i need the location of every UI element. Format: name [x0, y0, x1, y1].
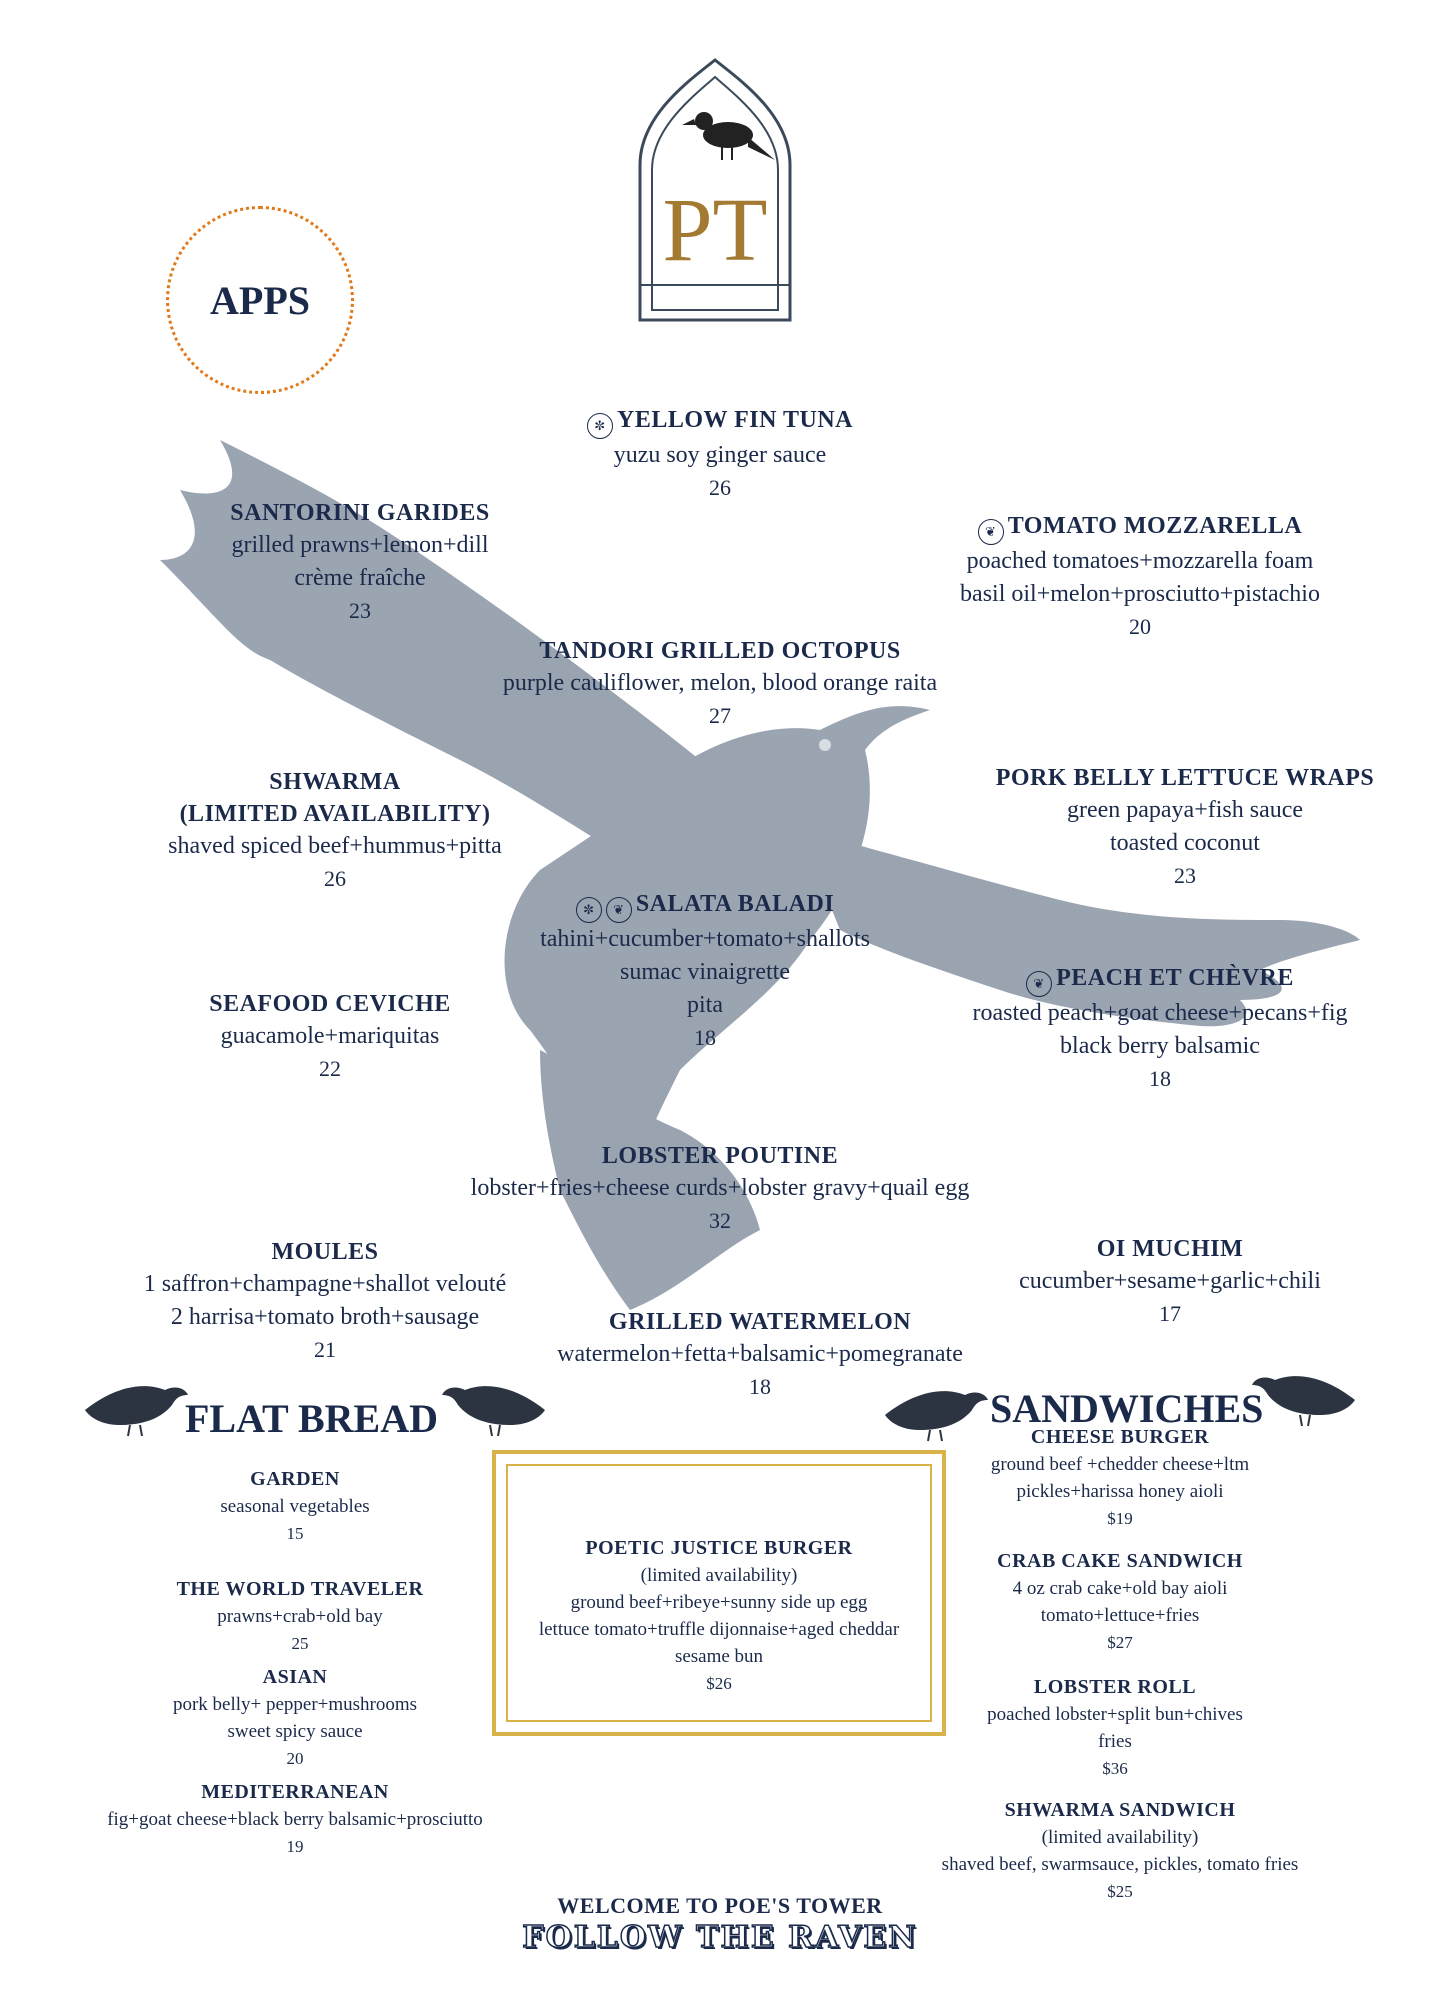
raven-icon	[1250, 1360, 1360, 1430]
menu-item-seafood-ceviche: SEAFOOD CEVICHE guacamole+mariquitas 22	[209, 991, 451, 1081]
menu-item-tomato-mozzarella: ❦ TOMATO MOZZARELLA poached tomatoes+mozzarella foam basil oil+melon+prosciutto+pistachio 20	[960, 513, 1320, 639]
menu-item-world-traveler: THE WORLD TRAVELER prawns+crab+old bay 25	[176, 1578, 424, 1653]
menu-item-cheese-burger: CHEESE BURGER ground beef +chedder cheese+ltm pickles+harissa honey aioli $19	[990, 1426, 1250, 1528]
menu-item-tandori-grilled-octopus: TANDORI GRILLED OCTOPUS purple cauliflower, melon, blood orange raita 27	[502, 638, 938, 728]
menu-item-crab-cake-sandwich: CRAB CAKE SANDWICH 4 oz crab cake+old bay aioli tomato+lettuce+fries $27	[997, 1550, 1243, 1652]
fish-icon: ✼	[576, 897, 602, 923]
raven-icon	[440, 1370, 550, 1440]
footer-tagline: FOLLOW THE RAVEN	[522, 1920, 918, 1955]
leaf-icon: ❦	[606, 897, 632, 923]
menu-item-garden: GARDEN seasonal vegetables 15	[220, 1468, 370, 1543]
logo-monogram: PT	[662, 181, 768, 280]
footer-welcome: WELCOME TO POE'S TOWER	[557, 1893, 883, 1918]
menu-item-shwarma: SHWARMA (LIMITED AVAILABILITY) shaved spiced beef+hummus+pitta 26	[168, 769, 502, 891]
menu-item-pork-belly-lettuce-wraps: PORK BELLY LETTUCE WRAPS green papaya+fish sauce toasted coconut 23	[995, 765, 1375, 888]
menu-item-oi-muchim: OI MUCHIM cucumber+sesame+garlic+chili 17	[1019, 1236, 1321, 1326]
menu-item-grilled-watermelon: GRILLED WATERMELON watermelon+fetta+balsamic+pomegranate 18	[557, 1309, 963, 1399]
menu-item-shwarma-sandwich: SHWARMA SANDWICH (limited availability) shaved beef, swarmsauce, pickles, tomato fries $25	[941, 1799, 1299, 1901]
menu-item-asian: ASIAN pork belly+ pepper+mushrooms sweet spicy sauce 20	[172, 1666, 418, 1768]
menu-item-moules: MOULES 1 saffron+champagne+shallot velouté 2 harrisa+tomato broth+sausage 21	[143, 1239, 507, 1362]
sandwiches-heading: SANDWICHES	[990, 1386, 1264, 1431]
fish-icon: ✼	[587, 413, 613, 439]
menu-item-poetic-justice-burger: POETIC JUSTICE BURGER (limited availability) ground beef+ribeye+sunny side up egg lettuce tomato+truffle dijonnaise+aged cheddar sesame bun $26	[538, 1537, 900, 1693]
flatbread-heading: FLAT BREAD	[185, 1396, 439, 1441]
leaf-icon: ❦	[978, 519, 1004, 545]
pt-logo	[630, 55, 800, 325]
menu-item-yellow-fin-tuna: ✼ YELLOW FIN TUNA yuzu soy ginger sauce 26	[520, 404, 920, 504]
leaf-icon: ❦	[1026, 971, 1052, 997]
apps-heading: APPS	[166, 206, 354, 394]
menu-item-mediterranean: MEDITERRANEAN fig+goat cheese+black berry balsamic+prosciutto 19	[107, 1781, 483, 1856]
menu-item-lobster-roll: LOBSTER ROLL poached lobster+split bun+chives fries $36	[987, 1676, 1243, 1778]
menu-item-lobster-poutine: LOBSTER POUTINE lobster+fries+cheese curds+lobster gravy+quail egg 32	[470, 1143, 970, 1233]
menu-item-santorini-garides: SANTORINI GARIDES grilled prawns+lemon+dill crème fraîche 23	[230, 500, 490, 623]
menu-item-peach-et-chevre: ❦ PEACH ET CHÈVRE roasted peach+goat cheese+pecans+fig black berry balsamic 18	[972, 965, 1348, 1091]
menu-item-salata-baladi: ✼ ❦ SALATA BALADI tahini+cucumber+tomato+shallots sumac vinaigrette pita 18	[540, 891, 870, 1050]
raven-icon	[80, 1370, 190, 1440]
